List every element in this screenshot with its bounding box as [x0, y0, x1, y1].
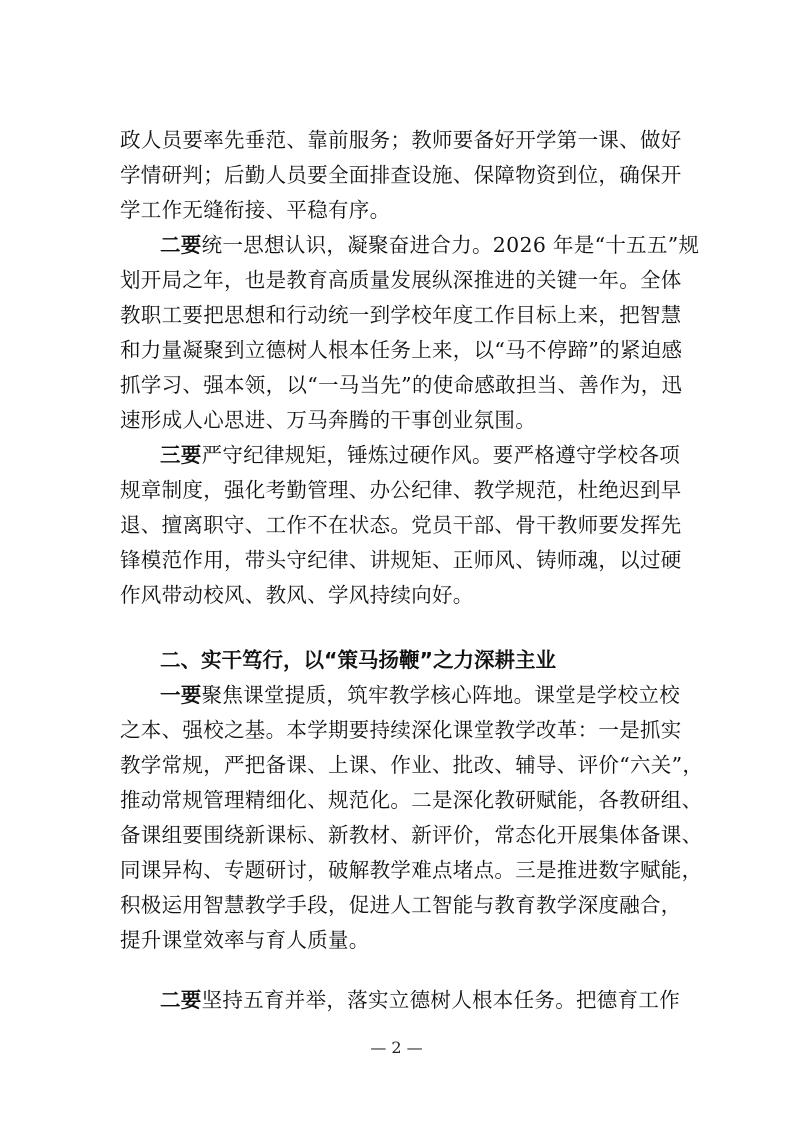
body-line: 学工作无缝衔接、平稳有序。 [120, 198, 391, 222]
paragraph-first-line [160, 678, 680, 712]
body-line: 退、擅离职守、工作不在状态。党员干部、骨干教师要发挥先 [120, 513, 682, 537]
page-number: — 2 — [370, 1038, 423, 1057]
body-line: 学情研判；后勤人员要全面排查设施、保障物资到位，确保开 [120, 163, 682, 187]
paragraph-first-line [160, 438, 680, 472]
paragraph-lead: 二要 [160, 988, 202, 1012]
body-line: 积极运用智慧教学手段，促进人工智能与教育教学深度融合， [120, 893, 682, 917]
body-line: 备课组要围绕新课标、新教材、新评价，常态化开展集体备课、 [120, 823, 703, 847]
section-heading: 二、实干笃行，以“策马扬鞭”之力深耕主业 [160, 648, 556, 672]
paragraph-first-line [160, 228, 700, 262]
paragraph-lead: 一要 [160, 683, 202, 707]
body-line: 政人员要率先垂范、靠前服务；教师要备好开学第一课、做好 [120, 128, 682, 152]
body-line: 推动常规管理精细化、规范化。二是深化教研赋能，各教研组、 [120, 788, 703, 812]
body-line: 划开局之年，也是教育高质量发展纵深推进的关键一年。全体 [120, 268, 682, 292]
body-line: 抓学习、强本领，以“一马当先”的使命感敢担当、善作为，迅 [120, 373, 683, 397]
body-line: 提升课堂效率与育人质量。 [120, 928, 370, 952]
body-line: 锋模范作用，带头守纪律、讲规矩、正师风、铸师魂，以过硬 [120, 548, 682, 572]
body-line: 之本、强校之基。本学期要持续深化课堂教学改革：一是抓实 [120, 718, 682, 742]
body-line: 教学常规，严把备课、上课、作业、批改、辅导、评价“六关”， [120, 753, 704, 777]
body-line: 同课异构、专题研讨，破解教学难点堵点。三是推进数字赋能， [120, 858, 703, 882]
paragraph-lead: 三要 [160, 443, 202, 467]
body-line: 速形成人心思进、万马奔腾的干事创业氛围。 [120, 408, 536, 432]
body-line: 教职工要把思想和行动统一到学校年度工作目标上来，把智慧 [120, 303, 682, 327]
body-line: 作风带动校风、教风、学风持续向好。 [120, 583, 474, 607]
paragraph-lead: 二要 [160, 233, 202, 257]
body-text: 严守纪律规矩，锤炼过硬作风。要严格遵守学校各项 [201, 443, 681, 467]
paragraph-first-line [160, 983, 680, 1017]
body-line: 规章制度，强化考勤管理、办公纪律、教学规范，杜绝迟到早 [120, 478, 682, 502]
body-line: 和力量凝聚到立德树人根本任务上来，以“马不停蹄”的紧迫感 [120, 338, 683, 362]
body-text: 聚焦课堂提质，筑牢教学核心阵地。课堂是学校立校 [201, 683, 681, 707]
body-text: 坚持五育并举，落实立德树人根本任务。把德育工作 [201, 988, 681, 1012]
body-text: 统一思想认识，凝聚奋进合力。2026 年是“十五五”规 [201, 233, 700, 257]
